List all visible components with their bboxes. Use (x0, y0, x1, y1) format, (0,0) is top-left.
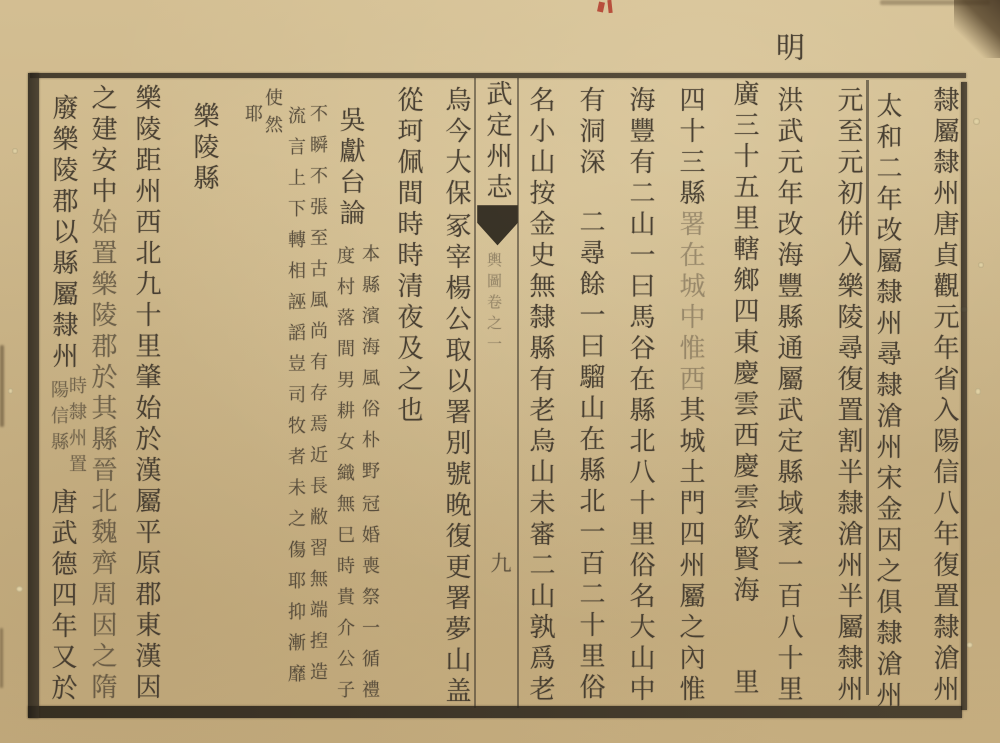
text-column-08-tail: 二尋餘一曰騮山在縣北一百二十里俗 (576, 208, 605, 704)
banxin-rule-left (517, 78, 519, 708)
text-column-01: 隸屬隸州唐貞觀元年省入陽信八年復置隸滄州 (930, 86, 959, 706)
section-header-leling: 樂陵縣 (190, 102, 219, 195)
wormhole (978, 262, 984, 268)
banxin-section: 輿圖卷之一 (485, 252, 501, 357)
red-ink-mark-2 (607, 0, 612, 13)
text-column-18: 廢樂陵郡以縣屬隸州 (49, 94, 78, 373)
text-column-16: 樂陵距州西北九十里肇始於漢屬平原郡東漢因 (132, 84, 161, 704)
red-ink-mark (597, 1, 605, 12)
annotation-18-left: 陽信縣 (49, 380, 69, 458)
text-column-17: 之建安中 (88, 84, 117, 208)
text-column-06-tail: 其城土門四州屬之內惟 (676, 396, 705, 706)
text-column-03: 元至元初併入樂陵尋復置割半隸滄州半屬隸州 (834, 86, 863, 706)
annotation-14-left: 耶 (243, 104, 263, 135)
margin-note-ming: 明 (772, 32, 804, 66)
wormhole (16, 586, 23, 592)
text-column-06-head: 四十三縣 (676, 86, 705, 210)
annotation-14-right: 使然 (263, 88, 283, 142)
text-column-05: 廣三十五里轄鄉四東慶雲西慶雲欽賢海 (730, 80, 759, 607)
text-column-02: 太和二年改屬隸州尋隸滄州宋金因之俱隸滄州 (873, 92, 902, 712)
text-column-11: 從珂佩間時時清夜及之也 (394, 86, 423, 427)
text-column-18-tail: 唐武德四年又於 (48, 488, 77, 705)
wormhole (12, 148, 18, 154)
essay-header: 吳獻台論 (336, 106, 365, 230)
page-number: 九 (488, 552, 512, 578)
text-column-10: 烏今大保 (442, 86, 471, 210)
text-column-10-tail: 冢宰楊公取以署別號晚復更署夢山盖 (442, 212, 471, 708)
left-edge-stain (0, 345, 4, 427)
wormhole (8, 388, 13, 394)
annotation-12-right-2: 冠婚喪祭一循禮 (360, 494, 380, 711)
frame-border-bottom (28, 706, 962, 718)
frame-border-left (28, 73, 39, 718)
wormhole (975, 388, 981, 395)
text-column-04: 洪武元年改海豐縣通屬武定縣域袤一百八十里 (774, 86, 803, 706)
text-column-06-worn: 署在城中惟西 (676, 210, 705, 396)
annotation-13-right: 不瞬不張至古風尚有存焉近長敝習無端揑造 (308, 104, 328, 693)
annotation-12-left: 度村落間男耕女織無巳時貴介公子 (335, 246, 355, 711)
frame-border-top (30, 73, 966, 78)
banxin-title: 武定州志 (483, 80, 512, 204)
text-column-05-tail: 里 (730, 668, 759, 699)
text-column-09: 名小山按金史無隸縣有老烏山未審二山孰爲老 (526, 86, 555, 706)
annotation-13-left: 流言上下轉相誣謟豈司牧者未之傷耶抑漸靡 (286, 106, 306, 695)
wormhole (966, 642, 973, 648)
left-edge-stain-2 (0, 628, 3, 688)
text-column-17-tail: 始置樂陵郡於其縣晉北魏齊周因之隋 (88, 208, 117, 704)
annotation-18-right: 時隸州置 (67, 376, 87, 480)
wormhole (973, 118, 980, 125)
text-column-06 (672, 86, 709, 706)
page-corner-shadow (954, 0, 1000, 58)
fish-tail-ornament (477, 205, 518, 247)
annotation-12-right-1: 本縣濱海風俗朴野 (360, 244, 380, 492)
text-column-08: 有洞深 (576, 86, 605, 179)
text-column-07: 海豐有二山一曰馬谷在縣北八十里俗名大山中 (626, 86, 655, 706)
top-edge-stain (880, 0, 990, 5)
